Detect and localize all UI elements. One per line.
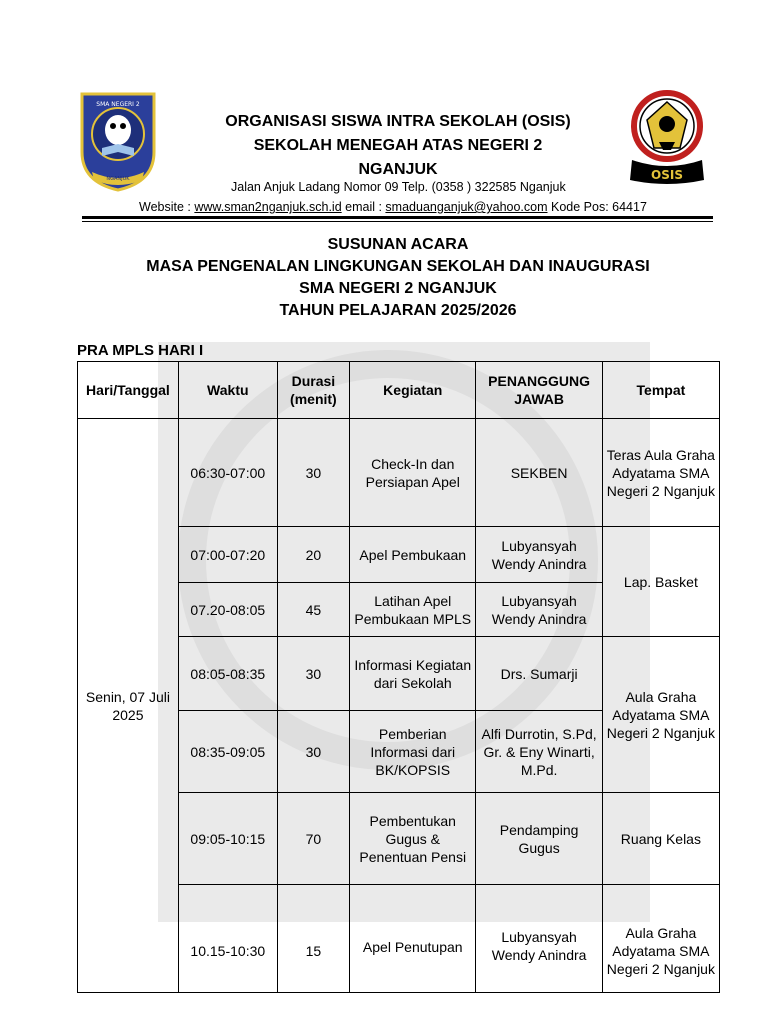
place-cell: Teras Aula Graha Adyatama SMA Negeri 2 Nganjuk bbox=[602, 419, 719, 527]
activity-cell: Apel Penutupan bbox=[350, 885, 476, 993]
header-divider-thin bbox=[82, 221, 713, 222]
title-line-1: SUSUNAN ACARA bbox=[327, 236, 469, 253]
activity-cell: Pembentukan Gugus & Penentuan Pensi bbox=[350, 793, 476, 885]
place-cell: Aula Graha Adyatama SMA Negeri 2 Nganjuk bbox=[602, 637, 719, 793]
title-line-4: TAHUN PELAJARAN 2025/2026 bbox=[279, 302, 517, 319]
pic-cell: Drs. Sumarji bbox=[476, 637, 602, 711]
duration-cell: 70 bbox=[277, 793, 349, 885]
pic-cell: SEKBEN bbox=[476, 419, 602, 527]
duration-cell: 15 bbox=[277, 885, 349, 993]
section-title: PRA MPLS HARI I bbox=[77, 342, 204, 359]
document-titles bbox=[60, 234, 736, 322]
duration-cell: 30 bbox=[277, 637, 349, 711]
svg-text:OSIS: OSIS bbox=[651, 168, 683, 182]
time-cell: 07.20-08:05 bbox=[178, 583, 277, 637]
school-city: NGANJUK bbox=[358, 161, 438, 178]
column-header: Durasi (menit) bbox=[277, 362, 349, 419]
pic-cell: Lubyansyah Wendy Anindra bbox=[476, 527, 602, 583]
table-header-row bbox=[78, 362, 720, 419]
time-cell: 06:30-07:00 bbox=[178, 419, 277, 527]
time-cell: 08:35-09:05 bbox=[178, 711, 277, 793]
svg-text:SMA NEGERI 2: SMA NEGERI 2 bbox=[96, 101, 140, 108]
header-divider-thick bbox=[82, 216, 713, 219]
activity-cell: Informasi Kegiatan dari Sekolah bbox=[350, 637, 476, 711]
column-header: PENANGGUNG JAWAB bbox=[476, 362, 602, 419]
activity-cell: Latihan Apel Pembukaan MPLS bbox=[350, 583, 476, 637]
title-line-3: SMA NEGERI 2 NGANJUK bbox=[299, 280, 497, 297]
svg-text:NGANJUK: NGANJUK bbox=[106, 176, 130, 182]
column-header: Hari/Tanggal bbox=[78, 362, 179, 419]
time-cell: 10.15-10:30 bbox=[178, 885, 277, 993]
osis-logo-icon bbox=[626, 90, 708, 190]
place-cell: Lap. Basket bbox=[602, 527, 719, 637]
activity-cell: Check-In dan Persiapan Apel bbox=[350, 419, 476, 527]
time-cell: 07:00-07:20 bbox=[178, 527, 277, 583]
school-logo-icon bbox=[78, 90, 158, 192]
time-cell: 08:05-08:35 bbox=[178, 637, 277, 711]
pic-cell: Pendamping Gugus bbox=[476, 793, 602, 885]
column-header: Tempat bbox=[602, 362, 719, 419]
org-name: ORGANISASI SISWA INTRA SEKOLAH (OSIS) bbox=[225, 113, 571, 130]
day-cell: Senin, 07 Juli 2025 bbox=[78, 419, 179, 993]
column-header: Kegiatan bbox=[350, 362, 476, 419]
place-cell: Ruang Kelas bbox=[602, 793, 719, 885]
duration-cell: 30 bbox=[277, 711, 349, 793]
table-row bbox=[78, 419, 720, 527]
website-link[interactable]: www.sman2nganjuk.sch.id bbox=[194, 200, 342, 214]
pic-cell: Alfi Durrotin, S.Pd, Gr. & Eny Winarti, M.Pd. bbox=[476, 711, 602, 793]
activity-cell: Apel Pembukaan bbox=[350, 527, 476, 583]
activity-cell: Pemberian Informasi dari BK/KOPSIS bbox=[350, 711, 476, 793]
pic-cell: Lubyansyah Wendy Anindra bbox=[476, 885, 602, 993]
column-header: Waktu bbox=[178, 362, 277, 419]
pic-cell: Lubyansyah Wendy Anindra bbox=[476, 583, 602, 637]
place-cell: Aula Graha Adyatama SMA Negeri 2 Nganjuk bbox=[602, 885, 719, 993]
school-address: Jalan Anjuk Ladang Nomor 09 Telp. (0358 ) 322585 Nganjuk bbox=[231, 180, 566, 194]
schedule-table bbox=[77, 361, 720, 993]
contact-line: Website : www.sman2nganjuk.sch.id email : smaduanganjuk@yahoo.com Kode Pos: 64417 bbox=[139, 200, 647, 214]
title-line-2: MASA PENGENALAN LINGKUNGAN SEKOLAH DAN INAUGURASI bbox=[146, 258, 650, 275]
email-link[interactable]: smaduanganjuk@yahoo.com bbox=[385, 200, 548, 214]
duration-cell: 45 bbox=[277, 583, 349, 637]
school-name: SEKOLAH MENEGAH ATAS NEGERI 2 bbox=[253, 137, 543, 154]
duration-cell: 30 bbox=[277, 419, 349, 527]
duration-cell: 20 bbox=[277, 527, 349, 583]
time-cell: 09:05-10:15 bbox=[178, 793, 277, 885]
